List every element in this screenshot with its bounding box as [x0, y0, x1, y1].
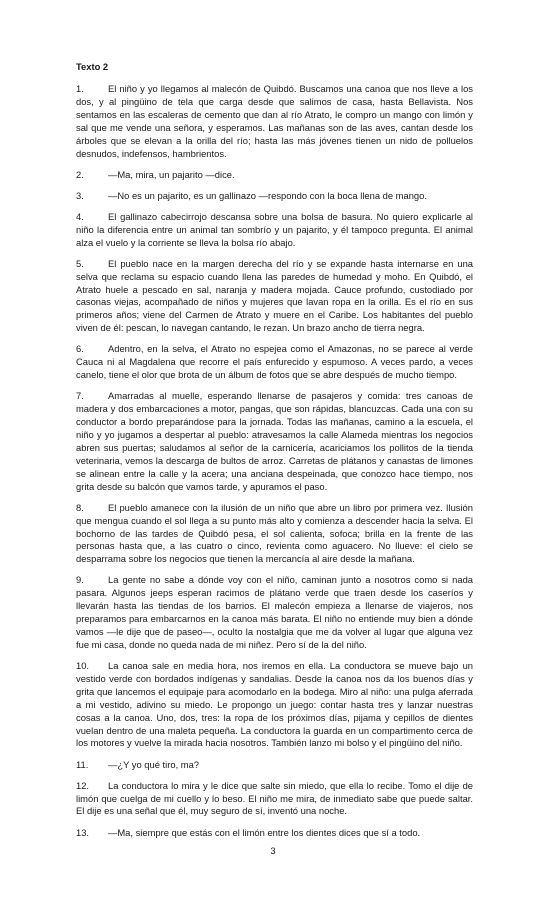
paragraph-text: —¿Y yo qué tiro, ma? [108, 758, 200, 770]
paragraph-text: Adentro, en la selva, el Atrato no espejea como el Amazonas, no se parece al verde Cauca ni al Magdalena que recorre el país enfurecido y espumoso. A veces pardo, a veces canelo, tiene el olor que brota de un álbum de fotos que se abre después de mucho tiempo. [76, 343, 473, 381]
paragraph-number: 11. [76, 758, 89, 770]
paragraph [76, 574, 473, 651]
paragraph [76, 83, 473, 160]
paragraph-number: 8. [76, 501, 84, 513]
paragraph [76, 780, 473, 819]
paragraph-list [76, 83, 473, 839]
paragraph-text: El gallinazo cabecirrojo descansa sobre una bolsa de basura. No quiero explicarle al niño la diferencia entre un animal tan sombrío y un pajarito, y él tampoco pregunta. El animal alza el vuelo y la corriente se lleva la bolsa río abajo. [76, 210, 473, 248]
paragraph [76, 390, 473, 493]
paragraph [76, 343, 473, 382]
paragraph-number: 2. [76, 168, 84, 180]
paragraph [76, 827, 473, 840]
paragraph-text: La canoa sale en media hora, nos iremos en ella. La conductora se mueve bajo un vestido verde con bordados indígenas y sandalias. Desde la canoa nos da los buenos días y grita que lancemos el equipaje para acomodarlo en la bodega. Miro al niño: una pulga aferrada a mi vestido, adivino su miedo. Le propongo un juego: contar hasta tres y lanzar nuestras cosas a la canoa. Uno, dos, tres: la ropa de los próximos días, pijama y cepillos de dientes vuelan dentro de una maleta pequeña. La conductora la guarda en un compartimento cerca de los motores y vuelve la mirada hacia nosotros. También lanzo mi bolso y el pingüino del niño. [76, 660, 473, 749]
paragraph-text: Amarradas al muelle, esperando llenarse de pasajeros y comida: tres canoas de madera y dos embarcaciones a motor, pangas, que son rápidas, blancuzcas. Cada una con su conductor a bordo preparándose para la jornada. Todas las mañanas, camino a la escuela, el niño y yo jugamos a despertar al pueblo: atravesamos la calle Alameda mientras los negocios abren sus puertas; saludamos al señor de la carnicería, acariciamos los pollitos de la tienda veterinaria, vemos la descarga de bultos de arroz. Carretas de plátanos y canastas de limones se alinean entre la calle y la acera; una anciana despeinada, que conozco hace tiempo, nos grita desde su balcón que vamos tarde, y apuramos el paso. [76, 390, 473, 492]
paragraph-number: 7. [76, 390, 84, 402]
paragraph [76, 258, 473, 335]
paragraph-text: La gente no sabe a dónde voy con el niño, caminan junto a nosotros como si nada pasara. Algunos jeeps esperan racimos de plátano verde que traen desde los caseríos y llevarán hasta las tiendas de los barrios. El malecón empieza a llenarse de viajeros, nos preparamos para embarcarnos en la canoa más barata. El niño no entiende muy bien a dónde vamos —le dije que de paseo—, oculto la nostalgia que me da volver al lugar que alguna vez fue mi casa, donde no queda nada de mi niñez. Pero sí de la del niño. [76, 574, 473, 650]
paragraph [76, 169, 473, 182]
paragraph-number: 3. [76, 189, 84, 201]
paragraph [76, 759, 473, 772]
paragraph-text: —Ma, mira, un pajarito —dice. [108, 168, 235, 180]
paragraph-text: —No es un pajarito, es un gallinazo —respondo con la boca llena de mango. [108, 189, 427, 201]
paragraph [76, 660, 473, 750]
paragraph-text: La conductora lo mira y le dice que salte sin miedo, que ella lo recibe. Tomo el dije de limón que cuelga de mi cuello y lo beso. El niño me mira, de inmediato sabe que puede saltar. El dije es una señal que él, muy seguro de sí, inventó una noche. [76, 779, 473, 817]
paragraph-number: 9. [76, 574, 84, 586]
document-title: Texto 2 [76, 61, 109, 72]
paragraph-number: 12. [76, 779, 90, 791]
paragraph-text: —Ma, siempre que estás con el limón entre los dientes dices que sí a todo. [108, 826, 421, 838]
paragraph-number: 1. [76, 83, 84, 94]
paragraph [76, 502, 473, 567]
paragraph-number: 6. [76, 343, 84, 355]
paragraph-text: El pueblo amanece con la ilusión de un niño que abre un libro por primera vez. Ilusión que mengua cuando el sol llega a su punto más alto y comienza a descender hacia la selva. El bochorno de las tardes de Quibdó pesa, el sol calienta, sofoca; brilla en la frente de las personas hasta que, a las cuatro o cinco, revienta como aguacero. No llueve: el cielo se desparrama sobre los negocios que tienen la mercancía al aire desde la mañana. [76, 501, 473, 565]
paragraph [76, 211, 473, 250]
paragraph-number: 4. [76, 210, 84, 222]
page-number: 3 [270, 845, 276, 856]
paragraph-number: 13. [76, 826, 90, 838]
paragraph-text: El niño y yo llegamos al malecón de Quibdó. Buscamos una canoa que nos lleve a los dos, y al pingüino de tela que carga desde que salimos de casa, hasta Bellavista. Nos sentamos en las escaleras de cemento que dan al río Atrato, le compro un mango con limón y sal que me vende una señora, y esperamos. Las mañanas son de las aves, cantan desde los árboles que se elevan a la orilla del río; hasta las más jóvenes tienen un nido de polluelos desnudos, indefensos, hambrientos. [76, 83, 473, 159]
paragraph-number: 5. [76, 257, 84, 269]
paragraph-number: 10. [76, 660, 90, 672]
paragraph-text: El pueblo nace en la margen derecha del río y se expande hasta internarse en una selva que reclama su espacio cuando llena las paredes de humedad y moho. En Quibdó, el Atrato huele a pescado en sal, naranja y madera mojada. Cauce profundo, custodiado por casonas viejas, acompañado de niños y mujeres que lavan ropa en la orilla. Es el río en sus primeros años; viene del Carmen de Atrato y muere en el Caribe. Los habitantes del pueblo viven de él: pescan, lo navegan cantando, le rezan. Un brazo ancho de tierra negra. [76, 257, 473, 334]
paragraph [76, 190, 473, 203]
